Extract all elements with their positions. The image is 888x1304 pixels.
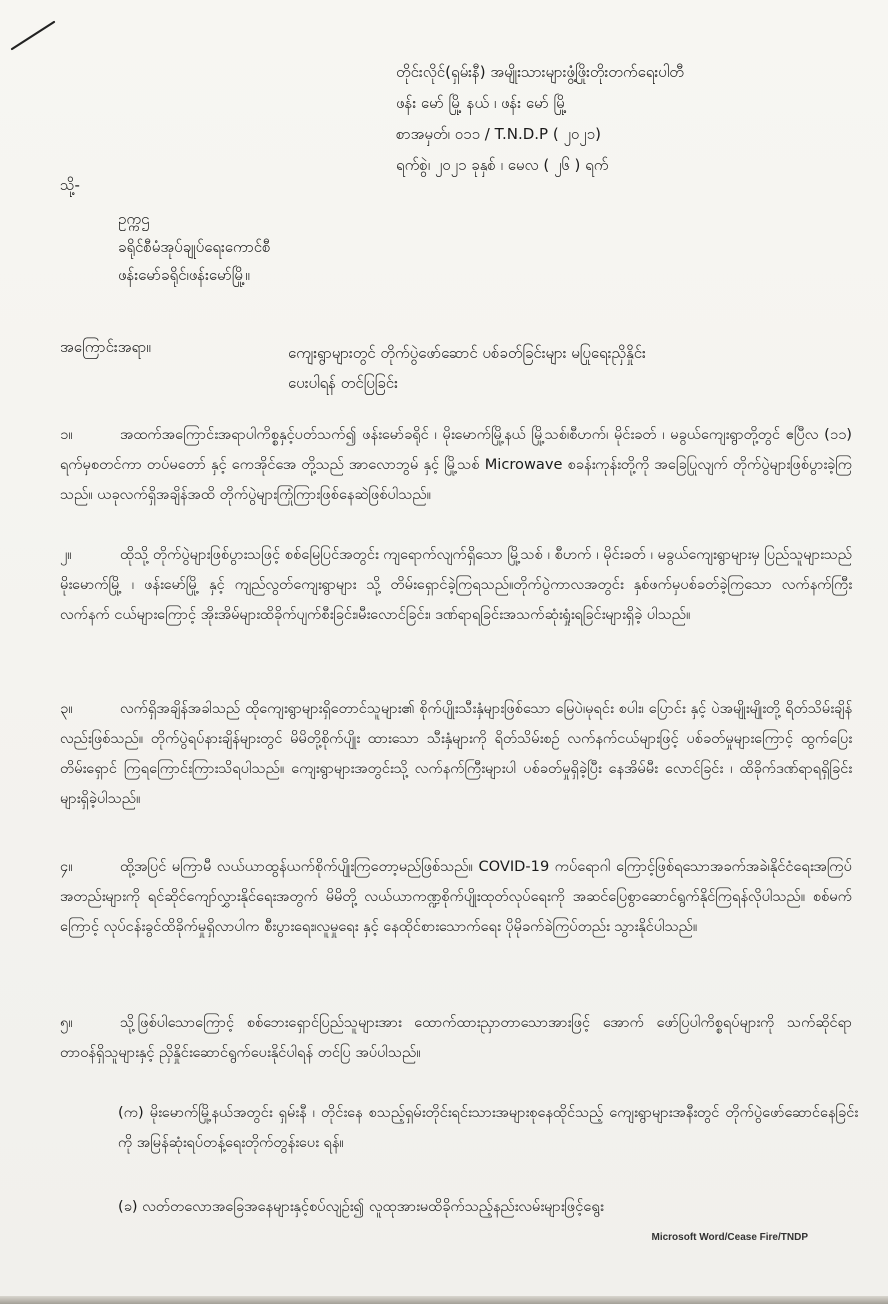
paragraph-5 xyxy=(60,1008,852,1068)
subject-label: အကြောင်းအရာ။ xyxy=(60,338,151,356)
paragraph-number: ၅။ xyxy=(60,1014,73,1031)
org-address: ဖန်း မော် မြို့ နယ် ၊ ဖန်း မော် မြို့ xyxy=(396,94,567,112)
to-label: သို့- xyxy=(60,176,80,194)
paragraph-4 xyxy=(60,852,852,942)
reference-number: စာအမှတ်၊ ၀၁၁ / T.N.D.P ( ၂၀၂၁) xyxy=(396,125,601,143)
subparagraph-ka: (က) မိုးမောက်မြို့နယ်အတွင်း ရှမ်းနီ ၊ တိုင်းနေ စသည့်ရှမ်းတိုင်းရင်းသားအများစုနေထိုင်သည့် ကျေးရွာများအနီးတွင် တိုက်ပွဲဖော်ဆောင်နေခြင်းကို အမြန်ဆုံးရပ်တန့်ရေးတိုက်တွန်းပေး ရန်။ xyxy=(118,1104,858,1151)
paragraph-text: ထိုသို့ တိုက်ပွဲများဖြစ်ပွားသဖြင့် စစ်မြေပြင်အတွင်း ကျရောက်လျက်ရှိသော မြို့သစ် ၊ စီဟက် ၊ မိုင်းခတ် ၊ မခွယ်ကျေးရွာများမှ ပြည်သူများသည် မိုးမောက်မြို့ ၊ ဖန်းမော်မြို့ နှင့် ကျည်လွတ်ကျေးရွာများ သို့ တိမ်းရှောင်ခဲ့ကြရသည်။တိုက်ပွဲကာလအတွင်း နှစ်ဖက်မှပစ်ခတ်ခဲ့ကြသော လက်နက်ကြီးလက်နက် ငယ်များကြောင့် အိုးအိမ်များထိခိုက်ပျက်စီးခြင်း၊မီးလောင်ခြင်း၊ ဒဏ်ရာရခြင်းအသက်ဆုံးရှုံးရခြင်းများရှိခဲ့ ပါသည်။ xyxy=(60,546,852,623)
paragraph-text: ထို့အပြင် မကြာမီ လယ်ယာထွန်ယက်စိုက်ပျိုးကြတော့မည်ဖြစ်သည်။ COVID-19 ကပ်ရောဂါ ကြောင့်ဖြစ်ရသောအခက်အခဲ၊နိုင်ငံရေးအကြပ်အတည်းများကို ရင်ဆိုင်ကျော်လွှားနိုင်ရေးအတွက် မိမိတို့ လယ်ယာကဏ္ဍစိုက်ပျိုးထုတ်လုပ်ရေးကို အဆင်ပြေစွာဆောင်ရွက်နိုင်ကြရန်လိုပါသည်။ စစ်မက်ကြောင့် လုပ်ငန်းခွင်ထိခိုက်မှုရှိလာပါက စီးပွားရေး၊လူမှုရေး နှင့် နေထိုင်စားသောက်ရေး ပိုမိုခက်ခဲကြပ်တည်း သွားနိုင်ပါသည်။ xyxy=(60,858,852,935)
recipient-title: ဥက္ကဌ xyxy=(118,210,150,228)
paragraph-number: ၁။ xyxy=(60,426,73,443)
page-bottom-edge xyxy=(0,1296,888,1304)
recipient-place: ဖန်းမော်ခရိုင်၊ဖန်းမော်မြို့။ xyxy=(118,266,250,284)
paragraph-number: ၃။ xyxy=(60,700,73,717)
paragraph-text: သို့ဖြစ်ပါသောကြောင့် စစ်ဘေးရှောင်ပြည်သူများအား ထောက်ထားညှာတာသောအားဖြင့် အောက် ဖော်ပြပါကိစ္စရပ်များကို သက်ဆိုင်ရာတာဝန်ရှိသူများနှင့် ညှိနှိုင်းဆောင်ရွက်ပေးနိုင်ပါရန် တင်ပြ အပ်ပါသည်။ xyxy=(60,1014,852,1061)
footer-file-reference: Microsoft Word/Cease Fire/TNDP xyxy=(651,1232,808,1243)
paragraph-1 xyxy=(60,420,852,510)
paragraph-text: လက်ရှိအချိန်အခါသည် ထိုကျေးရွာများရှိတောင်သူများ၏ စိုက်ပျိုးသီးနှံများဖြစ်သော မြေပဲ၊မုရင်း စပါး၊ ပြောင်း နှင့် ပဲအမျိုးမျိုးတို့ ရိတ်သိမ်းချိန်လည်းဖြစ်သည်။ တိုက်ပွဲရပ်နားချိန်များတွင် မိမိတို့စိုက်ပျိုး ထားသော သီးနှံများကို ရိတ်သိမ်းစဉ် လက်နက်ငယ်များဖြင့် ပစ်ခတ်မှုများကြောင့် ထွက်ပြေးတိမ်းရှောင် ကြရကြောင်းကြားသိရပါသည်။ ကျေးရွာများအတွင်းသို့ လက်နက်ကြီးများပါ ပစ်ခတ်မှုရှိခဲ့ပြီး နေအိမ်မီး လောင်ခြင်း ၊ ထိခိုက်ဒဏ်ရာရရှိခြင်းများရှိခဲ့ပါသည်။ xyxy=(60,700,852,807)
paragraph-3 xyxy=(60,694,852,814)
recipient-block xyxy=(118,205,271,289)
org-name: တိုင်းလိုင်(ရှမ်းနီ) အမျိုးသားများဖွံ့ဖြိုးတိုးတက်ရေးပါတီ xyxy=(396,63,684,81)
subject-line: ကျေးရွာများတွင် တိုက်ပွဲဖော်ဆောင် ပစ်ခတ်ခြင်းများ မပြုရေးညှိနှိုင်း xyxy=(288,344,646,362)
recipient-office: ခရိုင်စီမံအုပ်ချုပ်ရေးကောင်စီ xyxy=(118,238,271,256)
paragraph-text: အထက်အကြောင်းအရာပါကိစ္စနှင့်ပတ်သက်၍ ဖန်းမော်ခရိုင် ၊ မိုးမောက်မြို့နယ် မြို့သစ်၊စီဟက်၊ မိုင်းခတ် ၊ မခွယ်ကျေးရွာတို့တွင် ဧပြီလ (၁၁) ရက်မှစတင်ကာ တပ်မတော် နှင့် ကေအိုင်အေ တို့သည် အာလောဘွမ် နှင့် မြို့သစ် Microwave စခန်းကုန်းတို့ကို အခြေပြုလျက် တိုက်ပွဲများဖြစ်ပွားခဲ့ကြသည်။ ယခုလက်ရှိအချိန်အထိ တိုက်ပွဲများကြုံကြားဖြစ်နေဆဲဖြစ်ပါသည်။ xyxy=(60,426,852,503)
subject-text xyxy=(288,338,848,398)
paragraph-number: ၄။ xyxy=(60,858,73,875)
paragraph-2 xyxy=(60,540,852,630)
subject-line: ပေးပါရန် တင်ပြခြင်း xyxy=(288,374,398,392)
paragraph-number: ၂။ xyxy=(60,546,72,563)
letter-date: ရက်စွဲ၊ ၂၀၂၁ ခုနှစ် ၊ မေလ ( ၂၆ ) ရက် xyxy=(396,156,609,174)
pen-stroke-mark xyxy=(10,18,58,52)
subparagraph-kha: (ခ) လတ်တလောအခြေအနေများနှင့်စပ်လျဉ်း၍ လူထုအားမထိခိုက်သည့်နည်းလမ်းများဖြင့်ရွေး xyxy=(118,1198,604,1215)
letterhead xyxy=(396,57,866,181)
